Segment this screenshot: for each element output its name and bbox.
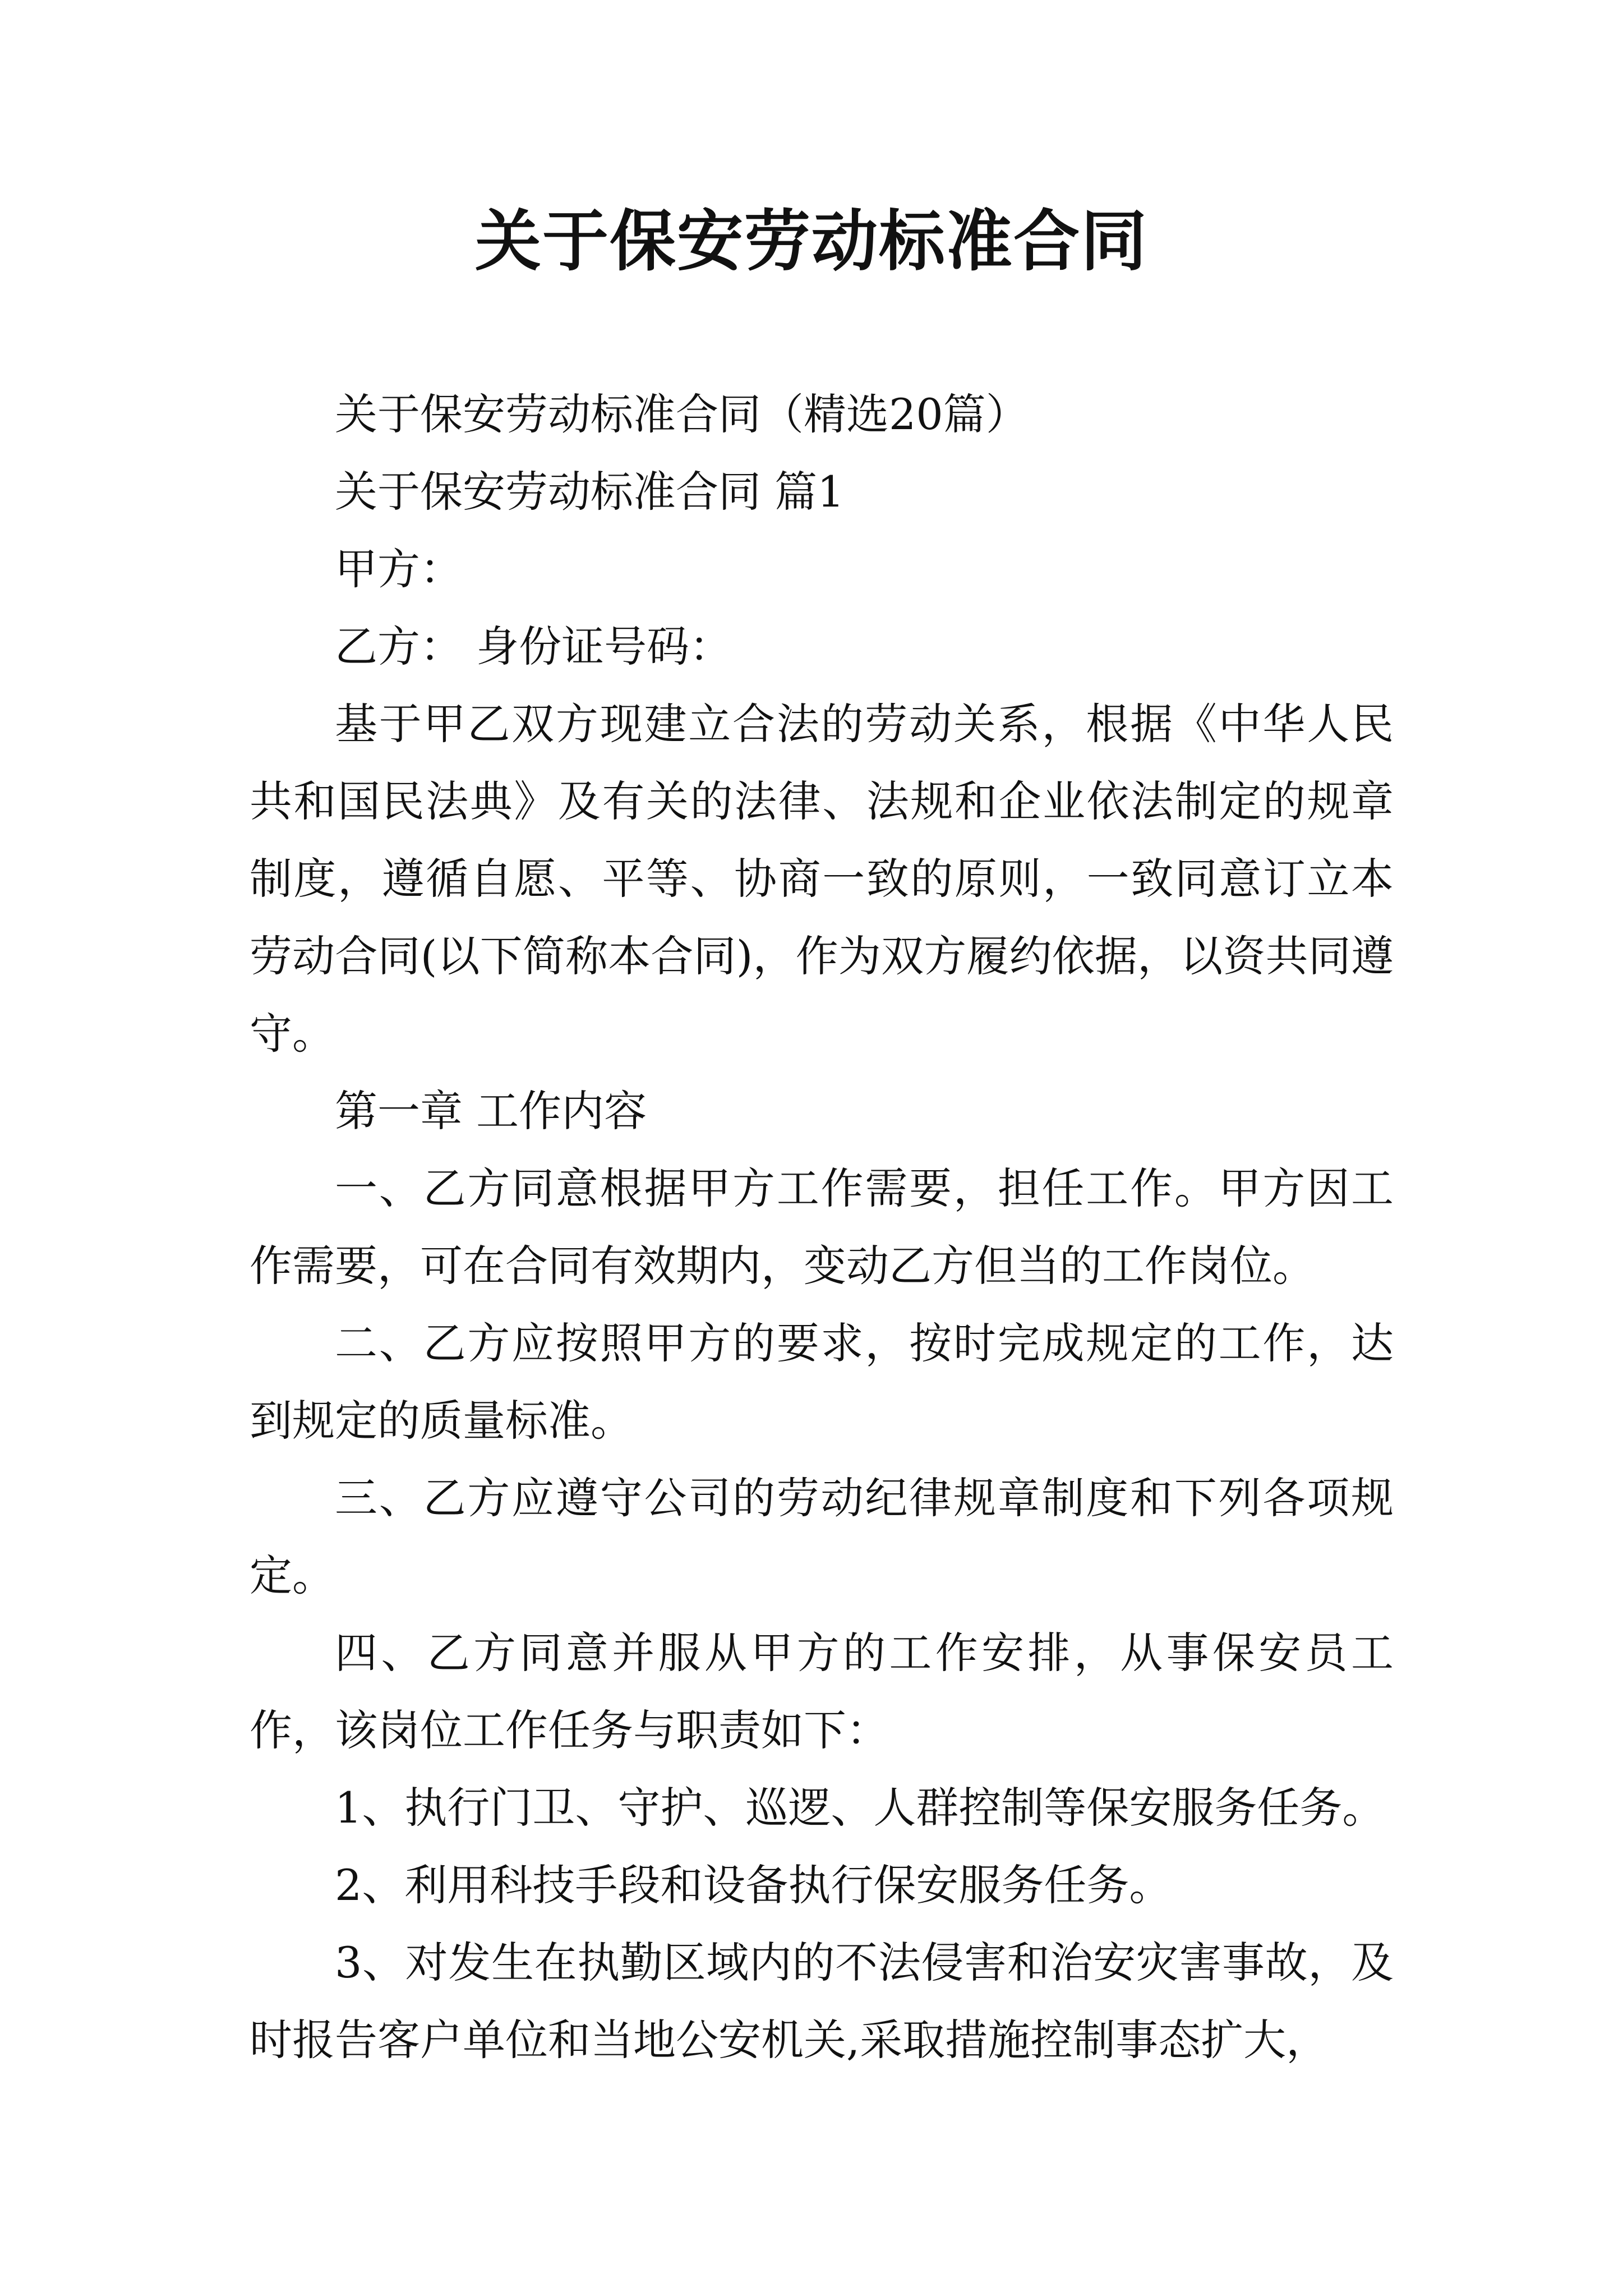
paragraph: 甲方：: [335, 544, 463, 594]
paragraph: 二、乙方应按照甲方的要求，按时完成规定的工作，达到规定的质量标准。: [250, 1318, 1394, 1446]
paragraph: 2、利用科技手段和设备执行保安服务任务。: [335, 1860, 1172, 1910]
paragraph: 关于保安劳动标准合同（精选20篇）: [335, 389, 1029, 439]
paragraph: 基于甲乙双方现建立合法的劳动关系，根据《中华人民共和国民法典》及有关的法律、法规和企业依法制定的规章制度，遵循自愿、平等、协商一致的原则，一致同意订立本劳动合同(以下简称本合同)，作为双方履约依据，以资共同遵守。: [250, 699, 1394, 1059]
document-title: 关于保安劳动标准合同: [474, 202, 1148, 280]
paragraph: 第一章 工作内容: [335, 1086, 647, 1136]
paragraph: 一、乙方同意根据甲方工作需要，担任工作。甲方因工作需要，可在合同有效期内，变动乙方但当的工作岗位。: [250, 1163, 1394, 1291]
paragraph: 3、对发生在执勤区域内的不法侵害和治安灾害事故，及时报告客户单位和当地公安机关,采取措施控制事态扩大，: [250, 1938, 1394, 2065]
paragraph: 三、乙方应遵守公司的劳动纪律规章制度和下列各项规定。: [250, 1473, 1394, 1600]
paragraph: 1、执行门卫、守护、巡逻、人群控制等保安服务任务。: [335, 1783, 1385, 1833]
paragraph: 四、乙方同意并服从甲方的工作安排，从事保安员工作，该岗位工作任务与职责如下：: [250, 1628, 1394, 1755]
paragraph: 关于保安劳动标准合同 篇1: [335, 467, 845, 517]
paragraph: 乙方： 身份证号码：: [335, 622, 732, 671]
document-body: [250, 376, 1394, 2079]
